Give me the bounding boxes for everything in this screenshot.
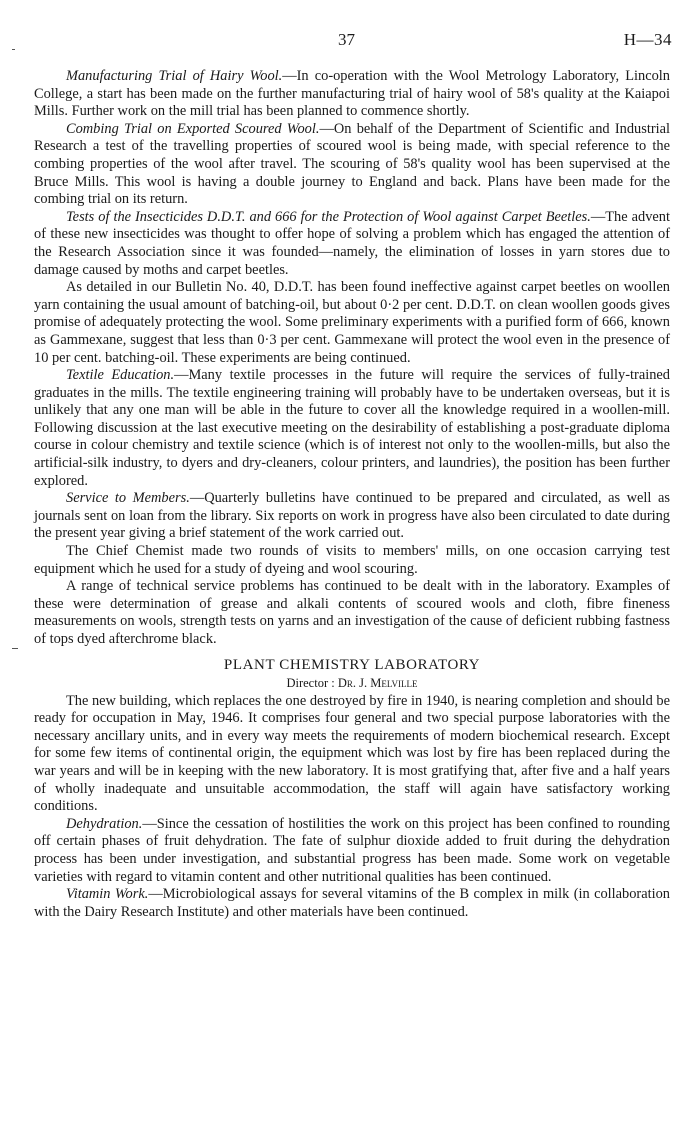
paragraph-vitamin-work: Vitamin Work.—Microbiological assays for several vitamins of the B complex in milk (in collaboration with the Dairy Research Institute) and other materials have been continued. [34, 886, 670, 920]
page-number: 37 [338, 30, 355, 49]
page-header [0, 30, 700, 54]
document-series-code: H—34 [623, 30, 672, 49]
margin-mark [12, 49, 15, 50]
paragraph-ddt-bulletin [34, 279, 670, 367]
director-label: Director : [286, 675, 335, 690]
paragraph-text: A range of technical service problems has continued to be dealt with in the laboratory. Examples of these were determination of grease and alkali contents of scoured wools and cloth, fibre fineness measurements on wools, strength tests on yarns and an investigation of the cause of deficient rubbing fastness of tops dyed afterchrome black. [34, 578, 670, 647]
paragraph-heading: Vitamin Work. [66, 886, 149, 903]
body-text [34, 68, 670, 921]
paragraph-textile-education: Textile Education.—Many textile processes in the future will require the services of fully-trained graduates in the mills. The textile engineering training will probably have to be undertaken overseas, but it is unlikely that any one man will be able in the future to cover all the knowledge required in a woollen-mill. Following discussion at the last executive meeting on the desirability of establishing a post-graduate diploma course in colour chemistry and textile science (which is of interest not only to the woollen-mills, but also the artificial-silk industry, to dyers and dry-cleaners, colour printers, and laundries), the position has been further explored. [34, 367, 670, 489]
section-director [34, 675, 670, 691]
paragraph-text: Since the cessation of hostilities the work on this project has been confined to rounding off certain phases of fruit dehydration. The fate of sulphur dioxide added to fruit during the dehydration process has been under investigation, and substantial progress has been made. Some work on vegetable varieties with regard to vitamin content and other nutritional qualities has been continued. [34, 815, 670, 885]
paragraph-service-to-members: Service to Members.—Quarterly bulletins have continued to be prepared and circulated, as well as journals sent on loan from the library. Six reports on work in progress have also been circulated to date during the present year giving a brief statement of the work carried out. [34, 490, 670, 542]
paragraph-text: The advent of these new insecticides was thought to offer hope of solving a problem which has engaged the attention of the Research Association since it was founded—namely, the elimination of losses in yarn stores due to damage caused by moths and carpet beetles. [34, 208, 670, 278]
wool-research-section [34, 68, 670, 649]
paragraph-combing-trial: Combing Trial on Exported Scoured Wool.—On behalf of the Department of Scientific and Industrial Research a test of the travelling properties of scoured wool is being made, with special reference to the combing properties of the wool after travel. The scouring of 58's quality wool has been supervised at the Bruce Mills. This wool is having a double journey to England and back. Plans have been made for the combing trial on its return. [34, 120, 670, 208]
paragraph-heading: Service to Members. [66, 490, 190, 507]
paragraph-text: The new building, which replaces the one destroyed by fire in 1940, is nearing completion and should be ready for occupation in May, 1946. It comprises four general and two special purpose laboratories with the necessary ancillary units, and in every way meets the requirements of modern biochemical research. Except for some few items of continental origin, the equipment which was lost by fire has been replaced during the war years and will be in keeping with the new laboratory. It is most gratifying that, after five and a half years of wholly inadequate and unsuitable accommodation, the staff will again have satisfactory working conditions. [34, 692, 670, 815]
paragraph-text: The Chief Chemist made two rounds of visits to members' mills, on one occasion carrying test equipment which he used for a study of dyeing and wool scouring. [34, 543, 670, 577]
paragraph-text: Quarterly bulletins have continued to be prepared and circulated, as well as journals sent on loan from the library. Six reports on work in progress have also been circulated to date during the present year giving a brief statement of the work carried out. [34, 490, 670, 542]
paragraph-manufacturing-trial: Manufacturing Trial of Hairy Wool.—In co-operation with the Wool Metrology Laboratory, Lincoln College, a start has been made on the further manufacturing trial of hairy wool of 58's quality at the Kaiapoi Mills. Further work on the mill trial has been planned to commence shortly. [34, 68, 670, 120]
paragraph-text: Microbiological assays for several vitamins of the B complex in milk (in collaboration with the Dairy Research Institute) and other materials have been continued. [34, 886, 670, 920]
paragraph-text: Many textile processes in the future will require the services of fully-trained graduates in the mills. The textile engineering training will probably have to be undertaken overseas, but it is unlikely that any one man will be able in the future to cover all the knowledge required in a woollen-mill. Following discussion at the last executive meeting on the desirability of establishing a post-graduate diploma course in colour chemistry and textile science (which is of interest not only to the woollen-mills, but also the artificial-silk industry, to dyers and dry-cleaners, colour printers, and laundries), the position has been further explored. [34, 367, 670, 489]
margin-mark [12, 648, 18, 649]
paragraph-heading: Tests of the Insecticides D.D.T. and 666 for the Protection of Wool against Carpet Beetles. [66, 208, 591, 225]
paragraph-mill-visits [34, 543, 670, 578]
paragraph-technical-service [34, 578, 670, 648]
paragraph-heading: Textile Education. [66, 367, 175, 384]
paragraph-text: As detailed in our Bulletin No. 40, D.D.T. has been found ineffective against carpet beetles on woollen yarn containing the usual amount of batching-oil, but about 0·2 per cent. D.D.T. on clean woollen goods gives promise of adequately protecting the wool. Some preliminary experiments with a purified form of 666, known as Gammexane, suggest that less than 0·3 per cent. Gammexane will protect the wool even in the presence of 10 per cent. batching-oil. These experiments are being continued. [34, 279, 670, 366]
paragraph-new-building [34, 693, 670, 816]
paragraph-text: In co-operation with the Wool Metrology Laboratory, Lincoln College, a start has been made on the further manufacturing trial of hairy wool of 58's quality at the Kaiapoi Mills. Further work on the mill trial has been planned to commence shortly. [34, 68, 670, 120]
paragraph-dehydration: Dehydration.—Since the cessation of hostilities the work on this project has been confined to rounding off certain phases of fruit dehydration. The fate of sulphur dioxide added to fruit during the dehydration process has been under investigation, and substantial progress has been made. Some work on vegetable varieties with regard to vitamin content and other nutritional qualities has been continued. [34, 815, 670, 885]
paragraph-insecticide-tests: Tests of the Insecticides D.D.T. and 666 for the Protection of Wool against Carpet Beetles.—The advent of these new insecticides was thought to offer hope of solving a problem which has engaged the attention of the Research Association since it was founded—namely, the elimination of losses in yarn stores due to damage caused by moths and carpet beetles. [34, 208, 670, 278]
director-name: Dr. J. Melville [337, 675, 418, 690]
paragraph-heading: Combing Trial on Exported Scoured Wool. [66, 120, 320, 137]
paragraph-heading: Dehydration. [66, 815, 143, 832]
plant-chemistry-section [34, 693, 670, 922]
paragraph-heading: Manufacturing Trial of Hairy Wool. [66, 68, 283, 84]
paragraph-text: On behalf of the Department of Scientific and Industrial Research a test of the travelling properties of scoured wool is being made, with special reference to the combing properties of the wool after travel. The scouring of 58's quality wool has been supervised at the Bruce Mills. This wool is having a double journey to England and back. Plans have been made for the combing trial on its return. [34, 120, 670, 208]
section-title: PLANT CHEMISTRY LABORATORY [223, 656, 481, 673]
